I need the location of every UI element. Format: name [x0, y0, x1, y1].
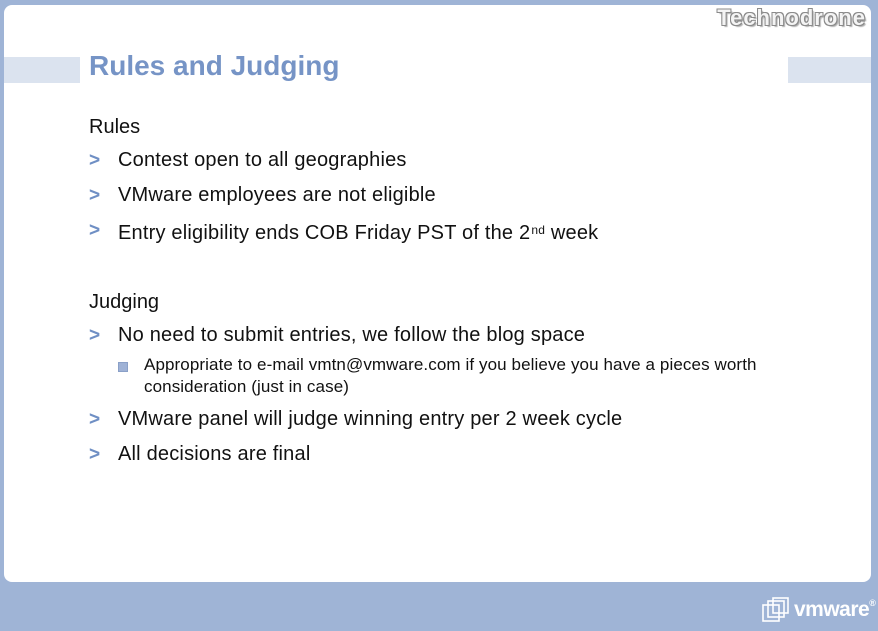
vmware-logo-text: vmware®	[794, 598, 876, 621]
chevron-icon: >	[89, 325, 101, 346]
chevron-icon: >	[89, 220, 101, 241]
bullet-text: VMware employees are not eligible	[118, 184, 436, 206]
chevron-icon: >	[89, 185, 101, 206]
bullet-text: VMware panel will judge winning entry per 2 week cycle	[118, 408, 623, 430]
chevron-icon: >	[89, 150, 101, 171]
bullet-item	[89, 148, 829, 172]
judging-heading: Judging	[89, 291, 160, 313]
bullet-item	[89, 407, 829, 431]
title-band-left	[4, 57, 80, 83]
bullet-item	[89, 183, 829, 207]
bullet-text: Entry eligibility ends COB Friday PST of the 2nd week	[118, 222, 599, 244]
vmware-logo-icon	[762, 597, 790, 623]
rules-heading: Rules	[89, 116, 141, 138]
title-band-right	[788, 57, 871, 83]
slide-content	[89, 116, 829, 477]
bullet-text: Contest open to all geographies	[118, 149, 407, 171]
chevron-icon: >	[89, 409, 101, 430]
sub-bullet-item	[89, 354, 829, 398]
bullet-item	[89, 218, 829, 245]
slide-title: Rules and Judging	[89, 50, 340, 81]
watermark: Technodrone	[717, 5, 866, 30]
sub-bullet-text: Appropriate to e-mail vmtn@vmware.com if you believe you have a pieces worth consideration (just in case)	[144, 355, 757, 396]
bullet-item	[89, 323, 829, 347]
square-bullet-icon	[118, 362, 128, 372]
bullet-text: All decisions are final	[118, 443, 311, 465]
chevron-icon: >	[89, 444, 101, 465]
bullet-item	[89, 442, 829, 466]
vmware-logo	[762, 597, 875, 623]
bullet-text: No need to submit entries, we follow the blog space	[118, 324, 586, 346]
